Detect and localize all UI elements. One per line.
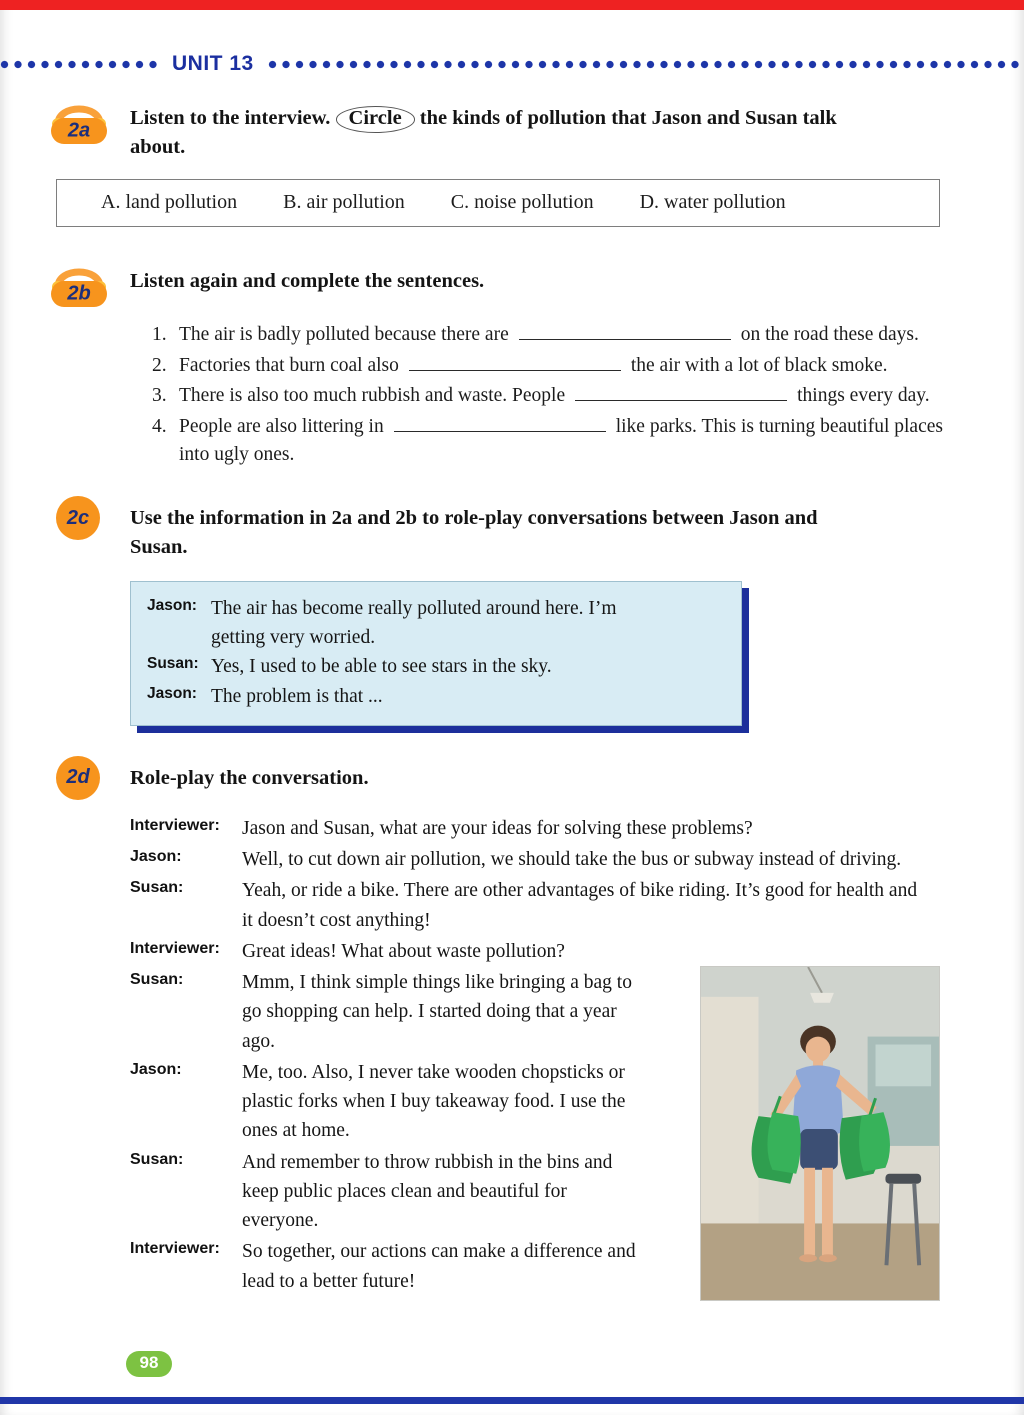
dialogue-text: Yes, I used to be able to see stars in the sky. <box>211 656 552 678</box>
instruction-text-post: the kinds of pollution that Jason and Susan talk about. <box>130 107 837 158</box>
speaker-label: Susan: <box>147 655 199 673</box>
sentence-pre: The air is badly polluted because there are <box>179 323 509 345</box>
dialogue-line-3 <box>147 682 725 711</box>
dialogue-line-2 <box>147 652 725 681</box>
conversation-text: Well, to cut down air pollution, we should take the bus or subway instead of driving. <box>242 849 902 871</box>
dialogue-line-1 <box>147 594 725 653</box>
conversation-text: Me, too. Also, I never take wooden chopsticks or plastic forks when I buy takeaway food. I use the ones at home. <box>242 1061 626 1142</box>
activity-2b-instruction: Listen again and complete the sentences. <box>130 269 485 292</box>
dialogue-text: The problem is that ... <box>211 685 383 707</box>
speaker-label: Interviewer: <box>130 1240 220 1258</box>
item-number: 1. <box>152 323 167 345</box>
section-2c <box>48 496 964 726</box>
speaker-label: Susan: <box>130 879 184 897</box>
option-water-pollution: D. water pollution <box>639 190 786 213</box>
model-dialogue-box <box>130 581 742 726</box>
activity-2d-instruction: Role-play the conversation. <box>130 766 369 789</box>
activity-badge-2a <box>48 96 110 146</box>
sentence-item-3 <box>152 382 964 410</box>
item-number: 4. <box>152 415 167 437</box>
conversation-line-3 <box>130 876 964 935</box>
speaker-label: Jason: <box>130 1060 182 1078</box>
answer-blank <box>409 353 621 371</box>
conversation-text: Great ideas! What about waste pollution? <box>242 940 565 962</box>
conversation-line-1 <box>130 814 964 843</box>
conversation-text: And remember to throw rubbish in the bins and keep public places clean and beautiful for everyone. <box>242 1151 613 1232</box>
section-2a <box>48 96 964 227</box>
pollution-options-box <box>56 179 940 227</box>
sentence-item-2 <box>152 352 964 380</box>
photo-illustration <box>701 967 939 1300</box>
activity-2c-instruction: Use the information in 2a and 2b to role-play conversations between Jason and Susan. <box>130 507 818 558</box>
section-2c-header <box>48 496 964 561</box>
sentence-text <box>179 321 949 349</box>
item-number: 3. <box>152 385 167 407</box>
section-2d-header <box>48 756 964 800</box>
speaker-label: Jason: <box>147 684 197 702</box>
item-number: 2. <box>152 354 167 376</box>
conversation-text: Yeah, or ride a bike. There are other advantages of bike riding. It’s good for health and it doesn’t cost anything! <box>242 880 918 931</box>
top-red-rule <box>0 0 1024 10</box>
page-number-badge: 98 <box>126 1351 172 1377</box>
instruction-text-pre: Listen to the interview. <box>130 107 331 129</box>
section-2b <box>48 259 964 468</box>
sentence-post: things every day. <box>797 385 930 407</box>
section-2b-header <box>48 259 964 309</box>
unit-header <box>0 52 1024 76</box>
section-2d <box>48 756 964 1326</box>
speaker-label: Jason: <box>130 848 182 866</box>
dialogue-text: The air has become really polluted around here. I’m getting very worried. <box>211 597 617 649</box>
answer-blank <box>575 384 787 402</box>
speaker-label: Interviewer: <box>130 816 220 834</box>
option-land-pollution: A. land pollution <box>101 190 238 213</box>
badge-label-2a: 2a <box>67 119 91 142</box>
conversation-text: Jason and Susan, what are your ideas for solving these problems? <box>242 817 753 839</box>
sentence-pre: People are also littering in <box>179 415 384 437</box>
sentence-post: like parks. This is turning beautiful places into ugly ones. <box>179 415 943 465</box>
answer-blank <box>519 322 731 340</box>
sentence-text <box>179 413 949 468</box>
option-noise-pollution: C. noise pollution <box>450 190 594 213</box>
sentence-pre: There is also too much rubbish and waste. People <box>179 385 566 407</box>
bottom-blue-rule <box>0 1397 1024 1404</box>
sentence-text <box>179 382 949 410</box>
unit-title: UNIT 13 <box>172 52 254 75</box>
dotted-rule-right <box>268 60 1024 69</box>
circled-word: Circle <box>336 106 415 133</box>
activity-badge-2c: 2c <box>56 496 100 540</box>
badge-label-2b: 2b <box>67 282 91 305</box>
speaker-label: Susan: <box>130 971 184 989</box>
conversation-text: So together, our actions can make a difference and lead to a better future! <box>242 1241 636 1292</box>
sentence-text <box>179 352 949 380</box>
option-air-pollution: B. air pollution <box>283 190 405 213</box>
sentence-item-4 <box>152 413 964 468</box>
speaker-label: Interviewer: <box>130 939 220 957</box>
conversation-line-2 <box>130 845 964 874</box>
shopping-bags-photo <box>700 966 940 1301</box>
section-2a-header <box>48 96 964 161</box>
fill-in-sentences <box>152 321 964 468</box>
activity-2a-instruction <box>130 96 868 161</box>
sentence-item-1 <box>152 321 964 349</box>
sentence-pre: Factories that burn coal also <box>179 354 399 376</box>
conversation-text: Mmm, I think simple things like bringing a bag to go shopping can help. I started doing that a year ago. <box>242 972 632 1052</box>
sentence-post: the air with a lot of black smoke. <box>630 354 888 376</box>
dotted-rule-left <box>0 60 158 69</box>
activity-badge-2d: 2d <box>56 756 100 800</box>
answer-blank <box>394 414 606 432</box>
conversation-line-4 <box>130 937 964 966</box>
conversation <box>130 814 964 1326</box>
speaker-label: Susan: <box>130 1150 184 1168</box>
sentence-post: on the road these days. <box>740 323 919 345</box>
activity-badge-2b <box>48 259 110 309</box>
speaker-label: Jason: <box>147 596 197 614</box>
